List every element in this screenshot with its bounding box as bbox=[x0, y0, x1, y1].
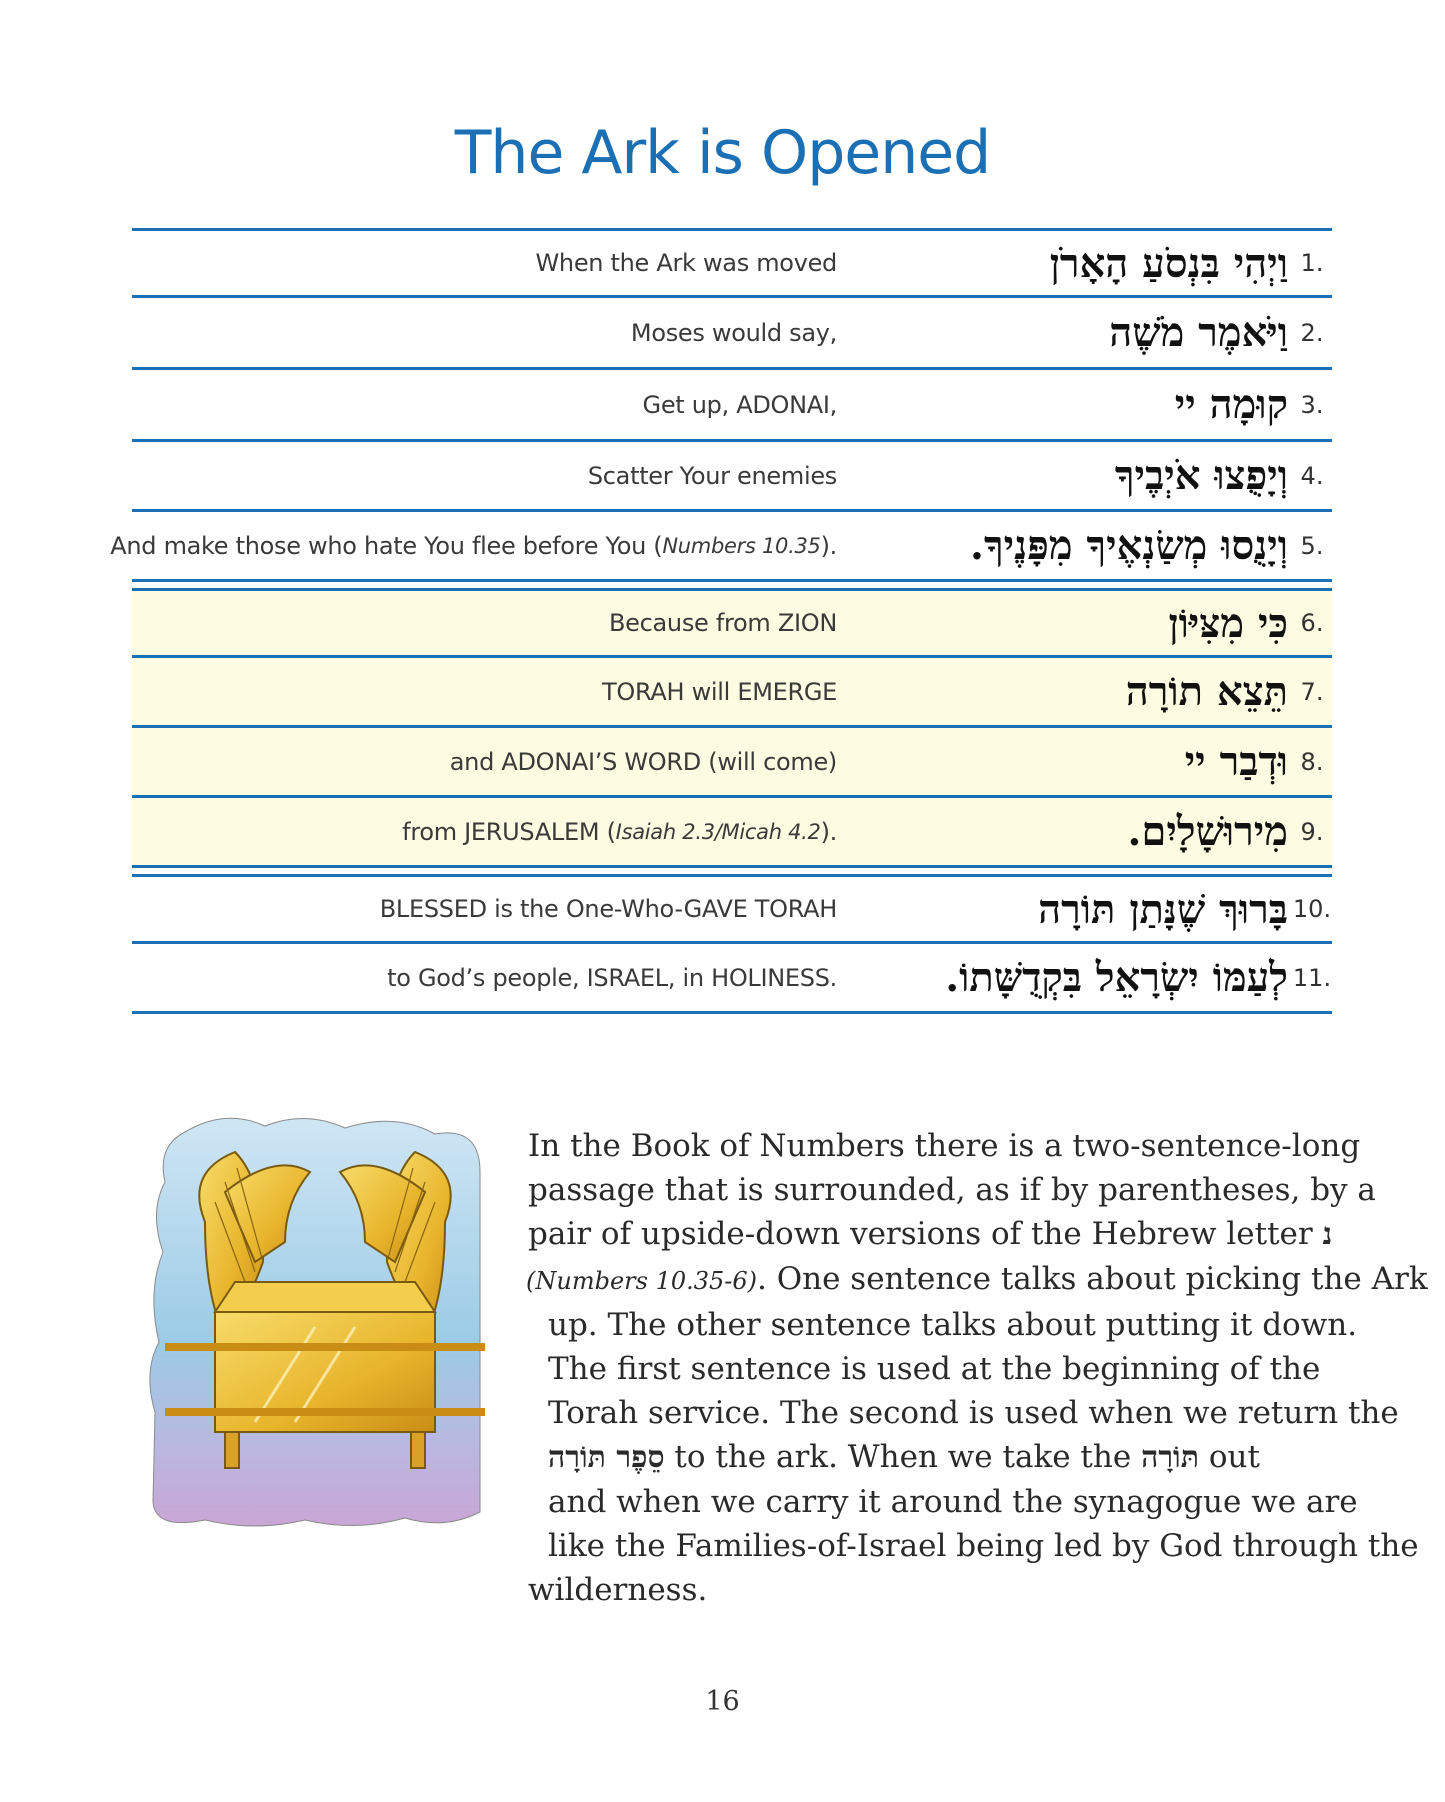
page-number: 16 bbox=[705, 1686, 740, 1717]
line-number: 5. bbox=[1300, 531, 1324, 560]
line-number: 8. bbox=[1300, 747, 1324, 776]
citation: Numbers 10.35 bbox=[662, 533, 821, 558]
hebrew-word: סֵפֶר תּוֹרָה bbox=[548, 1440, 665, 1475]
hebrew-text: וַיֹּאמֶר מֹשֶׁה bbox=[1109, 309, 1288, 356]
hebrew-text: וְיָנֻסוּ מְשַׂנְאֶיךָ מִפָּנֶיךָ. bbox=[970, 522, 1288, 569]
line-number: 1. bbox=[1300, 249, 1324, 277]
prayer-line-3 bbox=[132, 370, 1332, 442]
hebrew-text: קוּמָה יי bbox=[1174, 381, 1288, 428]
prayer-line-10 bbox=[132, 874, 1332, 944]
prayer-table bbox=[110, 228, 1332, 1014]
prayer-line-1 bbox=[132, 228, 1332, 298]
passage-line: wilderness. bbox=[528, 1572, 708, 1608]
citation: Isaiah 2.3/Micah 4.2 bbox=[615, 819, 821, 844]
citation: (Numbers 10.35-6) bbox=[526, 1267, 758, 1295]
english-text: Because from ZION bbox=[609, 609, 837, 637]
english-text: Get up, ADONAI, bbox=[642, 390, 837, 419]
english-text: from JERUSALEM ( Isaiah 2.3/Micah 4.2 ). bbox=[402, 817, 837, 846]
english-text: to God’s people, ISRAEL, in HOLINESS. bbox=[387, 963, 837, 992]
line-number: 2. bbox=[1300, 318, 1324, 347]
prayer-line-7 bbox=[132, 658, 1332, 728]
line-number: 10. bbox=[1292, 895, 1332, 923]
page-title: The Ark is Opened bbox=[454, 118, 991, 188]
passage-line: pair of upside-down versions of the Hebrew letter נ bbox=[528, 1216, 1333, 1252]
hebrew-text: וְיָפֻצוּ אֹיְבֶיךָ bbox=[1114, 452, 1288, 499]
line-number: 7. bbox=[1300, 677, 1324, 706]
line-number: 11. bbox=[1292, 963, 1332, 992]
line-number: 6. bbox=[1300, 609, 1324, 637]
hebrew-word: תּוֹרָה bbox=[1141, 1440, 1200, 1475]
passage-line: Torah service. The second is used when we return the bbox=[548, 1395, 1399, 1431]
passage-line: In the Book of Numbers there is a two-sentence-long bbox=[528, 1128, 1361, 1164]
line-number: 9. bbox=[1300, 817, 1324, 846]
hebrew-text: תֵּצֵא תוֹרָה bbox=[1125, 668, 1288, 715]
passage-line: up. The other sentence talks about putting it down. bbox=[548, 1307, 1358, 1343]
hebrew-text: בָּרוּךְ שֶׁנָּתַן תּוֹרָה bbox=[1038, 885, 1288, 933]
english-text: TORAH will EMERGE bbox=[602, 677, 837, 706]
english-text: and ADONAI’S WORD (will come) bbox=[449, 747, 837, 776]
english-text: When the Ark was moved bbox=[535, 249, 837, 277]
passage-line: The first sentence is used at the beginning of the bbox=[548, 1351, 1321, 1387]
prayer-line-9 bbox=[132, 798, 1332, 868]
english-text: And make those who hate You flee before You ( Numbers 10.35 ). bbox=[110, 531, 837, 560]
hebrew-text: וַיְהִי בִּנְסֹעַ הָאָרֹן bbox=[1049, 239, 1288, 287]
prayer-line-2 bbox=[132, 298, 1332, 370]
hebrew-text: כִּי מִצִּיּוֹן bbox=[1168, 599, 1288, 647]
english-text: Scatter Your enemies bbox=[587, 461, 837, 490]
passage-line: and when we carry it around the synagogue we are bbox=[548, 1484, 1358, 1520]
passage-text bbox=[526, 1124, 1428, 1612]
prayer-line-4 bbox=[132, 442, 1332, 512]
prayer-line-11 bbox=[132, 944, 1332, 1014]
passage-line: סֵפֶר תּוֹרָה to the ark. When we take the תּוֹרָה out bbox=[548, 1439, 1260, 1475]
prayer-line-8 bbox=[132, 728, 1332, 798]
passage-line: like the Families-of-Israel being led by God through the bbox=[548, 1528, 1419, 1564]
passage-line: passage that is surrounded, as if by parentheses, by a bbox=[528, 1172, 1376, 1208]
ark-illustration bbox=[145, 1112, 505, 1532]
line-number: 3. bbox=[1300, 390, 1324, 419]
passage-line: (Numbers 10.35-6). One sentence talks about picking the Ark bbox=[526, 1261, 1428, 1297]
line-number: 4. bbox=[1300, 461, 1324, 490]
hebrew-letter: נ bbox=[1322, 1217, 1333, 1252]
hebrew-text: וּדְבַר יי bbox=[1184, 738, 1288, 785]
english-text: BLESSED is the One-Who-GAVE TORAH bbox=[379, 895, 837, 923]
hebrew-text: מִירוּשָׁלָיִם. bbox=[1127, 808, 1288, 855]
prayer-line-5 bbox=[110, 512, 1332, 582]
english-text: Moses would say, bbox=[630, 318, 837, 347]
prayer-line-6 bbox=[132, 588, 1332, 658]
hebrew-text: לְעַמּוֹ יִשְׂרָאֵל בִּקְדֻשָּׁתוֹ. bbox=[945, 954, 1288, 1001]
